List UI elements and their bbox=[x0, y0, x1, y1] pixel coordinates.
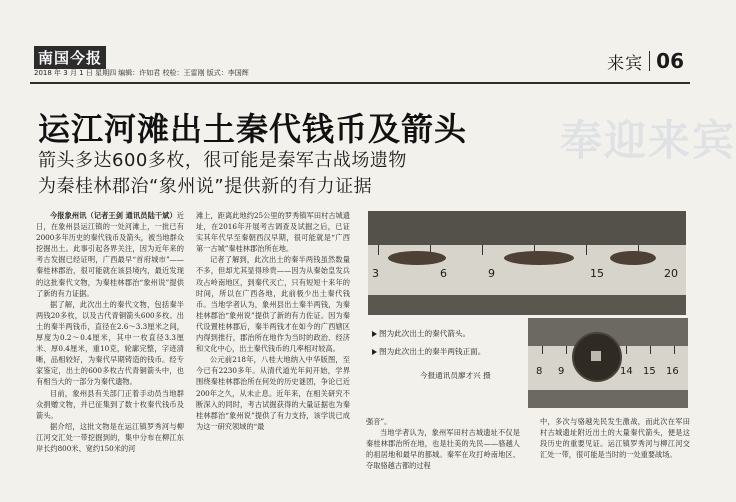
ruler-number: 20 bbox=[664, 267, 678, 280]
paragraph: 公元前218年，八桂大地纳入中华版图，至今已有2230多年。从清代道光年间开始，学界围绕秦桂林郡治所在何处的历史谜团，争论已近200年之久，从未止息。近年来，在相关研究不断深入的同时，考古试掘获得的大量证据也为秦桂林郡治“象州说”提供了有力支持，该学说已成为这一研究领域的“最 bbox=[196, 355, 350, 431]
paragraph: 强音”。 bbox=[366, 417, 392, 426]
caption-marker-icon bbox=[372, 331, 377, 337]
ruler-number: 9 bbox=[558, 366, 565, 377]
paragraph bbox=[36, 210, 184, 299]
article-column-1 bbox=[36, 210, 184, 490]
ruler-number: 16 bbox=[666, 366, 679, 377]
lead-text: 近日，在象州县运江镇的一处河滩上，一批已有2000多年历史的秦代钱币及箭头，被当地群众挖掘出土。此事引起各界关注，因为近年来的考古发掘已经证明，广西最早“首府城市”——秦桂林郡治，很可能就在该县境内，最近发现的这批秦代文物，为秦桂林郡治“象州说”提供了新的有力证据。 bbox=[36, 211, 184, 298]
ruler-number: 9 bbox=[488, 267, 495, 280]
coin bbox=[572, 332, 622, 382]
section-divider bbox=[649, 51, 650, 71]
coin-photo bbox=[528, 318, 688, 408]
paragraph: 当地学者认为，象州军田村古城遗址不仅是秦桂林郡治所在地，也是壮美的先民——骆越人的祖居地和最早的都城。秦军在攻打岭南地区、夺取骆越古都的过程 bbox=[366, 428, 520, 471]
paragraph: 目前，象州县有关部门正着手动员当地群众捐赠文物，并已征集到了数十枚秦代钱币及箭头。 bbox=[36, 388, 184, 420]
paragraph: 记者了解到，此次出土的秦半两钱虽然数量不多，但却尤其显得珍贵——因为从秦始皇发兵攻占岭南地区，到秦代灭亡，只有短短十来年的时间，所以在广西各地，此前极少出土秦代钱币。当地学者认为，象州县出土秦半两钱，为秦桂林郡治“象州说”提供了新的有力佐证。因为秦代设置桂林郡后，秦半两钱才在如今的广西辖区内得到推行，郡治所在地作为当时的政治、经济和文化中心，出土秦代钱币的几率相对较高。 bbox=[196, 255, 350, 354]
caption-marker-icon bbox=[372, 349, 377, 355]
ruler-number: 15 bbox=[590, 267, 604, 280]
background-headline-text: 奉迎来宾 bbox=[560, 116, 736, 165]
ruler-number: 6 bbox=[440, 267, 447, 280]
photo-caption-coin: 图为此次出土的秦半两钱正面。 bbox=[372, 346, 485, 357]
ruler-number: 3 bbox=[372, 267, 379, 280]
photo-credit: 今报通讯员廖才兴 摄 bbox=[420, 371, 491, 380]
ruler-number: 15 bbox=[643, 366, 656, 377]
paragraph: 滩上，距离此地约25公里的罗秀镇军田村古城遗址，在2016年开展考古调查及试掘之后，已证实其年代早至秦朝西汉早期，很可能就是“广西第一古城”秦桂林郡治所在地。 bbox=[196, 211, 350, 254]
paragraph: 据了解，此次出土的秦代文物，包括秦半两钱20多枚，以及古代青铜箭头600多枚。出土的秦半两钱币，直径在2.6～3.3厘米之间，厚度为0.2～0.4厘米，其中一枚直径3.3厘米、厚0.4厘米，重10克，轮廓完整，字迹清晰，品相较好，为秦代早期铸造的钱币。经专家鉴定，出土的600多枚古代青铜箭头中，也有相当大的一部分为秦代遗物。 bbox=[36, 299, 184, 387]
subhead-2: 为秦桂林郡治“象州说”提供新的有力证据 bbox=[38, 176, 373, 197]
coin-square-hole bbox=[591, 351, 601, 361]
page-number: 06 bbox=[656, 49, 684, 73]
ruler-number: 8 bbox=[536, 366, 543, 377]
lead-byline: 今报象州讯（记者王剑 通讯员陆干斌） bbox=[50, 211, 177, 220]
subhead-1: 箭头多达600多枚，很可能是秦军古战场遗物 bbox=[38, 150, 407, 171]
article-column-4 bbox=[540, 416, 690, 486]
photo-caption-arrowheads: 图为此次出土的秦代箭头。 bbox=[372, 328, 470, 339]
arrowhead-2 bbox=[504, 251, 574, 265]
arrowheads-photo bbox=[368, 211, 686, 315]
paragraph: 中，多次与骆越先民发生激战，而此次在军田村古城遗址附近出土的大量秦代箭头，便是这段历史的重要见证。运江镇罗秀河与柳江河交汇处一带，很可能是当时的一处重要战场。 bbox=[540, 417, 690, 460]
dateline: 2018 年 3 月 1 日 星期四 编辑：许如君 校检：王雷刚 版式：李国辉 bbox=[34, 69, 249, 77]
section-label bbox=[607, 48, 684, 74]
background-headline bbox=[560, 108, 736, 165]
article-column-3 bbox=[366, 416, 520, 486]
section-name: 来宾 bbox=[607, 53, 644, 74]
headline: 运江河滩出土秦代钱币及箭头 bbox=[38, 110, 468, 148]
newspaper-logo: 南国今报 bbox=[34, 46, 106, 69]
arrowhead-3 bbox=[610, 251, 656, 265]
masthead bbox=[30, 42, 690, 84]
arrowhead-1 bbox=[388, 251, 446, 265]
paragraph: 据介绍，这批文物是在运江镇罗秀河与柳江河交汇处一带挖掘到的，集中分布在柳江东岸长约800米、宽约150米的河 bbox=[36, 421, 184, 453]
article-column-2 bbox=[196, 210, 350, 490]
ruler-number: 14 bbox=[620, 366, 633, 377]
